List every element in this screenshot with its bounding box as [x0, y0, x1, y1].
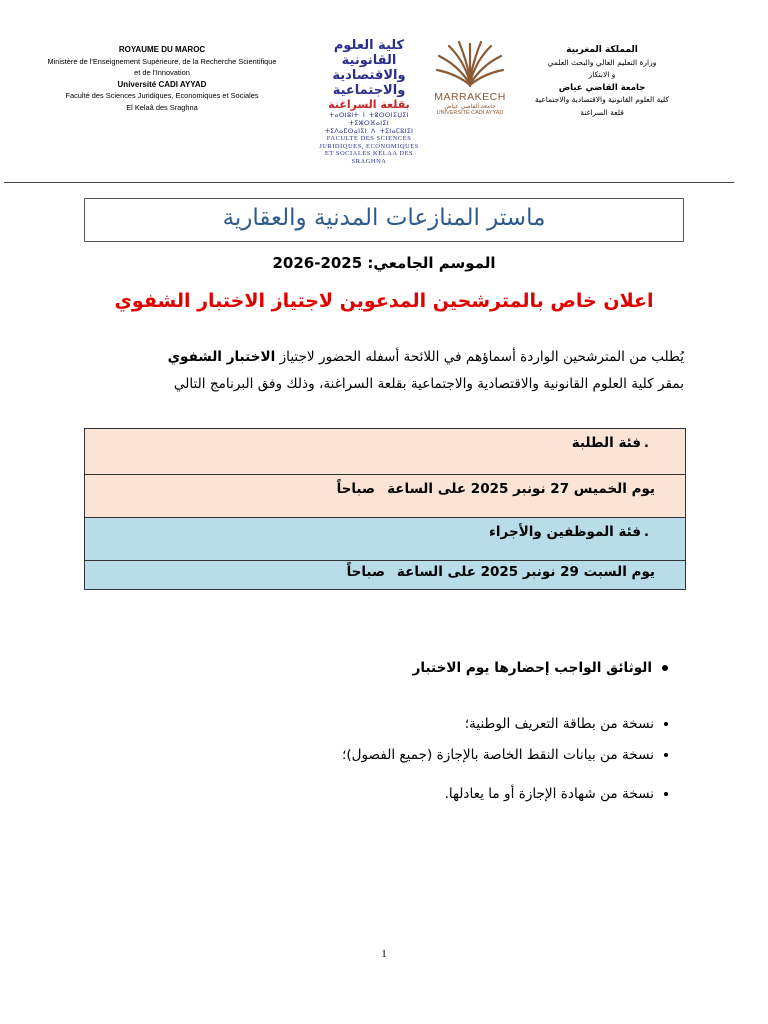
university-fr: Université CADI AYYAD	[117, 79, 207, 89]
intro-line2: بمقر كلية العلوم القانونية والاقتصادية والاجتماعية بقلعة السراغنة، وذلك وفق البرنامج التالي	[173, 376, 684, 392]
schedule-dot: .	[643, 435, 649, 451]
faculty-logo-ar-line3: بقلعة السراغنة	[328, 98, 410, 111]
city-fr: El Kelaâ des Sraghna	[126, 102, 198, 112]
university-logo	[432, 38, 508, 130]
schedule-time: صباحاً	[336, 481, 375, 497]
faculty-logo-tifinagh-line2: ⵜⵉⴷⴰⵎⵙⴰⵏⵉⵏ ⴷ ⵜⵉⵏⴰⵎⵓⵏⵉⵏ	[324, 127, 414, 135]
document-item-text: نسخة من بيانات النقط الخاصة بالإجازة (جميع الفصول)؛	[342, 747, 654, 763]
schedule-time: صباحاً	[346, 564, 385, 580]
intro-paragraph	[84, 344, 684, 398]
bullet-icon	[664, 753, 668, 757]
document-item	[342, 747, 668, 763]
faculty-logo	[308, 38, 430, 165]
university-logo-sub-ar: جامعة القاضي عياض	[444, 103, 496, 110]
faculty-logo-fr-line1: FACULTE DES SCIENCES	[326, 135, 412, 142]
documents-section	[84, 660, 668, 820]
kingdom-fr: ROYAUME DU MAROC	[118, 45, 206, 54]
page-number: 1	[381, 948, 387, 960]
documents-heading-text: الوثائق الواجب إحضارها يوم الاختبار	[412, 660, 652, 676]
university-ar: جامعة القاضي عياض	[558, 82, 646, 93]
faculty-logo-fr-line3: ET SOCIALES KELAA DES SRAGHNA	[324, 150, 414, 165]
ministry-fr-line2: et de l'Innovation	[134, 68, 190, 77]
ministry-fr-line1: Ministère de l'Enseignement Supérieure, de la Recherche Scientifique	[47, 56, 277, 66]
bullet-icon	[664, 792, 668, 796]
documents-heading	[413, 660, 668, 676]
city-ar: قلعة السراغنة	[580, 107, 624, 117]
faculty-logo-ar-line1: كلية العلوم القانونية	[333, 38, 405, 68]
document-item	[445, 786, 668, 802]
intro-line1-text: يُطلب من المترشحين الواردة أسماؤهم في اللائحة أسفله الحضور لاجتياز	[275, 349, 684, 365]
faculty-ar: كلية العلوم القانونية والاقتصادية والاجتماعية	[535, 95, 669, 104]
schedule-date: يوم السبت 29 نونبر 2025 على الساعة	[396, 564, 655, 580]
ministry-ar-line2: و الابتكار	[588, 70, 616, 79]
document-item-text: نسخة من شهادة الإجازة أو ما يعادلها.	[444, 786, 654, 802]
intro-line1-bold: الاختبار الشفوي	[167, 349, 276, 365]
document-item-text: نسخة من بطاقة التعريف الوطنية؛	[464, 716, 654, 732]
header-french	[14, 44, 310, 113]
university-logo-name: MARRAKECH	[434, 91, 506, 103]
faculty-logo-fr-line2: JURIDIQUES, ECONOMIQUES	[319, 142, 419, 150]
header-divider	[4, 182, 734, 183]
schedule-date-row	[85, 561, 685, 589]
intro-line1	[84, 344, 684, 371]
bullet-icon	[664, 722, 668, 726]
ministry-ar-line1: وزارة التعليم العالي والبحث العلمي	[547, 57, 657, 67]
announcement-heading: اعلان خاص بالمترشحين المدعوين لاجتياز الاختبار الشفوي	[114, 290, 654, 312]
schedule-category-label: فئة الموظفين والأجراء	[489, 524, 641, 540]
title-box	[84, 198, 684, 242]
bullet-icon	[662, 665, 668, 671]
schedule-date-row	[85, 475, 685, 518]
kingdom-ar: المملكة المغربية	[566, 45, 638, 55]
page-title: ماستر المنازعات المدنية والعقارية	[222, 205, 546, 231]
palm-emblem-icon	[435, 38, 505, 88]
schedule-category-row	[85, 518, 685, 561]
schedule-category-label: فئة الطلبة	[571, 435, 641, 451]
faculty-logo-tifinagh-line1: ⵜⴰⵙⵏⵓⵏⵜ ⵏ ⵜⵓⵙⵙⵏⵉⵡⵉⵏ ⵜⵉⵣⵔⴼⴰⵏⵉⵏ	[329, 111, 409, 127]
schedule-table	[84, 428, 686, 590]
academic-season: الموسم الجامعي: 2025-2026	[272, 254, 496, 272]
document-item	[465, 716, 668, 732]
schedule-category-row	[85, 429, 685, 475]
schedule-date: يوم الخميس 27 نونبر 2025 على الساعة	[387, 481, 655, 497]
faculty-fr: Faculté des Sciences Juridiques, Economiques et Sociales	[65, 91, 259, 100]
schedule-dot: .	[643, 524, 649, 540]
faculty-logo-ar-line2: والاقتصادية والاجتماعية	[332, 68, 406, 98]
header-arabic	[508, 44, 696, 119]
university-logo-sub-fr: UNIVERSITÉ CADI AYYAD	[436, 110, 504, 116]
